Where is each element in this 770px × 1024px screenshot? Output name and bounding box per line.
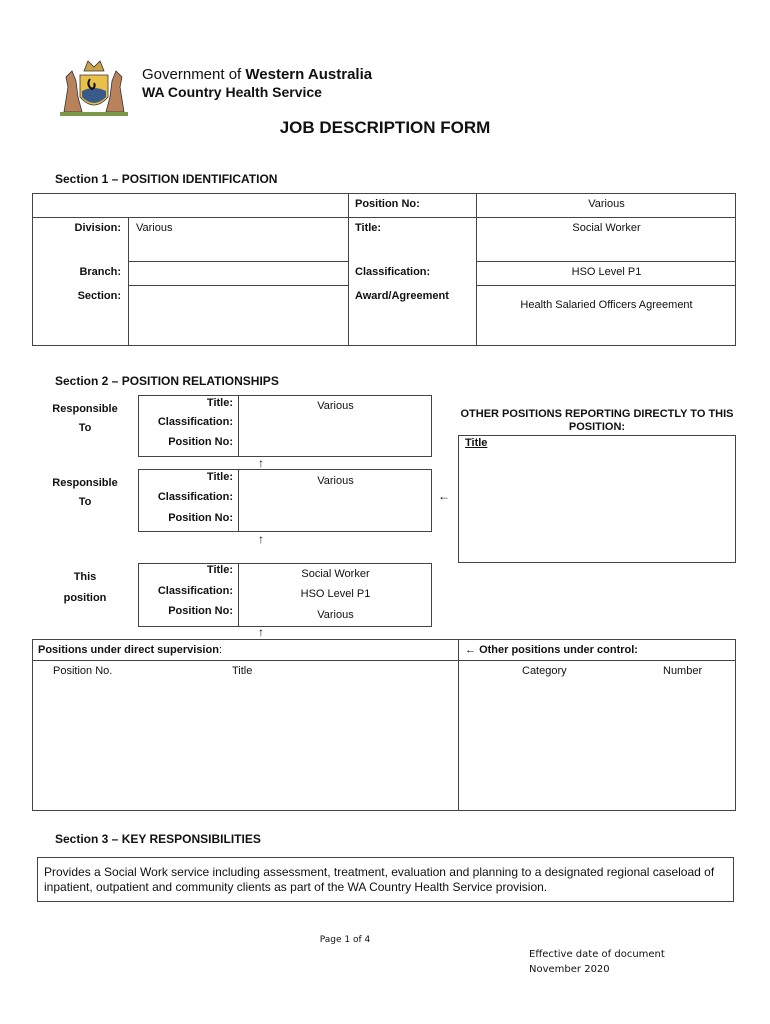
form-title: JOB DESCRIPTION FORM xyxy=(279,118,491,137)
this-position-line1: This xyxy=(73,571,97,583)
resp2-class-label: Classification: xyxy=(157,491,233,503)
supervision-label-colon: : xyxy=(218,644,222,656)
this-class-label: Classification: xyxy=(157,585,233,597)
section-label: Section: xyxy=(77,290,121,302)
supervision-label-text: Positions under direct supervision xyxy=(38,644,219,656)
arrow-up-icon: ↑ xyxy=(258,625,264,639)
effective-date-label: Effective date of document xyxy=(529,949,665,960)
this-position-line2: position xyxy=(63,592,107,604)
section3-heading: Section 3 – KEY RESPONSIBILITIES xyxy=(55,832,261,846)
section1-heading: Section 1 – POSITION IDENTIFICATION xyxy=(55,172,278,186)
other-reporting-heading: OTHER POSITIONS REPORTING DIRECTLY TO THIS POSITION: xyxy=(460,408,734,433)
arrow-up-icon: ↑ xyxy=(258,532,264,546)
other-control-label-text: Other positions under control: xyxy=(479,644,638,656)
supervision-table xyxy=(32,639,736,811)
title-value: Social Worker xyxy=(572,222,641,234)
org-line1-prefix: Government of xyxy=(142,66,246,83)
arrow-left-icon: ← xyxy=(465,644,476,656)
division-label: Division: xyxy=(74,222,121,234)
resp2-title-value: Various xyxy=(317,475,354,487)
resp1-title-label: Title: xyxy=(206,397,233,409)
title-label: Title: xyxy=(355,222,382,234)
other-control-col-number: Number xyxy=(663,665,703,677)
resp1-label-line1: Responsible xyxy=(52,403,118,415)
position-no-value: Various xyxy=(588,198,625,210)
supervision-label xyxy=(38,644,222,656)
key-responsibilities-text: Provides a Social Work service including assessment, treatment, evaluation and planning to a designated regional caseload of inpatient, outpatient and community clients as part of the WA Country Health Service provision. xyxy=(44,865,715,894)
supervision-col-position-no: Position No. xyxy=(53,665,113,677)
page-number: Page 1 of 4 xyxy=(319,935,371,945)
this-posno-label: Position No: xyxy=(168,605,233,617)
resp1-title-value: Various xyxy=(317,400,354,412)
award-label: Award/Agreement xyxy=(355,290,449,302)
award-value: Health Salaried Officers Agreement xyxy=(520,299,693,311)
branch-label: Branch: xyxy=(79,266,121,278)
resp1-label-line2: To xyxy=(78,422,92,434)
this-position-label xyxy=(42,567,128,609)
resp1-posno-label: Position No: xyxy=(168,436,233,448)
resp2-label xyxy=(42,474,128,512)
other-control-label xyxy=(465,644,638,656)
position-no-label: Position No: xyxy=(355,198,420,210)
other-reporting-col-title: Title xyxy=(465,437,488,449)
this-class-value: HSO Level P1 xyxy=(300,588,371,600)
resp1-label xyxy=(42,400,128,438)
wa-crest-logo xyxy=(56,57,132,117)
arrow-left-icon: ← xyxy=(438,489,450,503)
supervision-col-title: Title xyxy=(232,665,253,677)
this-posno-value: Various xyxy=(317,609,354,621)
classification-value: HSO Level P1 xyxy=(571,266,642,278)
org-name xyxy=(142,66,372,83)
org-sub-name: WA Country Health Service xyxy=(142,84,322,100)
other-reporting-box xyxy=(458,435,736,563)
resp2-label-line1: Responsible xyxy=(52,477,118,489)
resp2-label-line2: To xyxy=(78,496,92,508)
classification-label: Classification: xyxy=(355,266,431,278)
resp2-title-label: Title: xyxy=(206,471,233,483)
org-line1-bold: Western Australia xyxy=(245,66,373,83)
resp2-posno-label: Position No: xyxy=(168,512,233,524)
other-control-col-category: Category xyxy=(522,665,567,677)
this-title-label: Title: xyxy=(206,564,233,576)
resp1-class-label: Classification: xyxy=(157,416,233,428)
section2-heading: Section 2 – POSITION RELATIONSHIPS xyxy=(55,374,279,388)
this-title-value: Social Worker xyxy=(301,568,370,580)
arrow-up-icon: ↑ xyxy=(258,456,264,470)
division-value: Various xyxy=(136,222,173,234)
effective-date-value: November 2020 xyxy=(529,964,610,975)
